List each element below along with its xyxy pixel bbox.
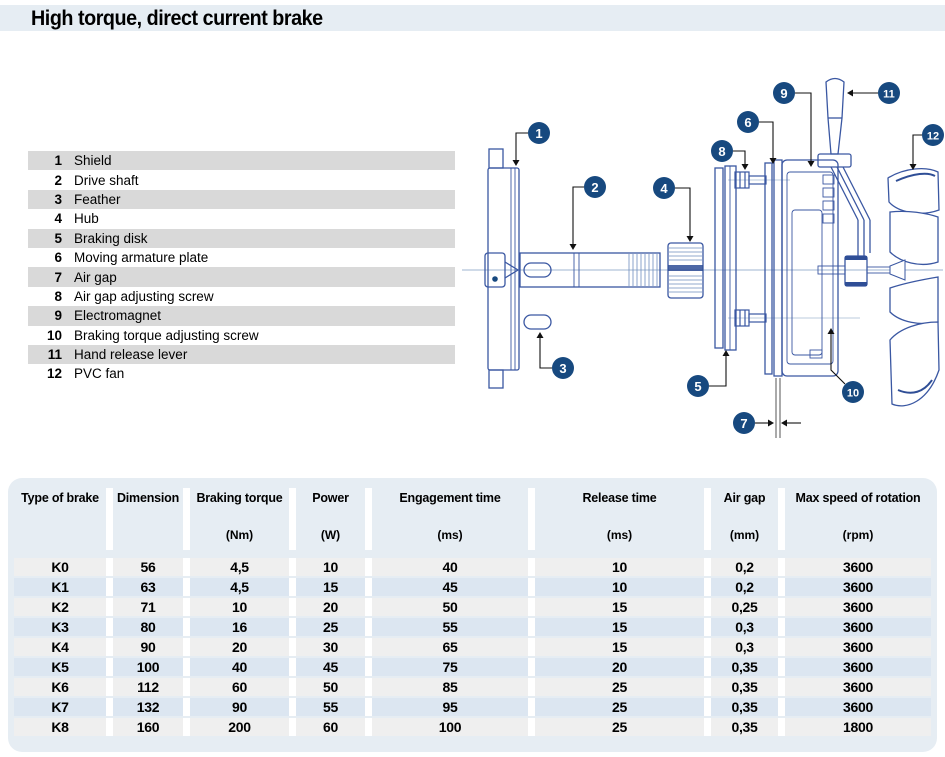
column-unit: (rpm) bbox=[842, 528, 874, 542]
table-cell: 60 bbox=[296, 718, 372, 736]
table-cell: 0,35 bbox=[711, 698, 785, 716]
table-cell: 75 bbox=[372, 658, 535, 676]
title-band bbox=[0, 5, 945, 31]
parts-list-item bbox=[28, 209, 455, 228]
table-cell: 55 bbox=[296, 698, 372, 716]
part-label: PVC fan bbox=[74, 366, 125, 382]
part-number: 11 bbox=[47, 347, 62, 363]
callout-1 bbox=[513, 122, 551, 166]
brake-diagram bbox=[460, 60, 945, 445]
callout-11 bbox=[847, 82, 900, 104]
brake-diagram-svg bbox=[460, 60, 945, 445]
table-cell: 1800 bbox=[785, 718, 931, 736]
column-header bbox=[711, 488, 785, 550]
column-header bbox=[372, 488, 535, 550]
column-unit: (ms) bbox=[437, 528, 463, 542]
column-unit: (W) bbox=[320, 528, 341, 542]
table-cell: 3600 bbox=[785, 558, 931, 576]
table-row bbox=[14, 658, 931, 676]
table-cell: 15 bbox=[535, 598, 711, 616]
table-row bbox=[14, 678, 931, 696]
table-cell: 3600 bbox=[785, 678, 931, 696]
table-cell: 3600 bbox=[785, 658, 931, 676]
part-label: Moving armature plate bbox=[74, 250, 209, 266]
parts-list-item bbox=[28, 248, 455, 267]
table-cell: K8 bbox=[14, 718, 113, 736]
parts-list-item bbox=[28, 151, 455, 170]
table-cell: 50 bbox=[296, 678, 372, 696]
table-cell: 65 bbox=[372, 638, 535, 656]
table-row bbox=[14, 698, 931, 716]
callout-number: 6 bbox=[744, 115, 752, 131]
part-label: Braking disk bbox=[74, 230, 148, 246]
table-cell: 40 bbox=[190, 658, 296, 676]
callout-number: 9 bbox=[780, 86, 788, 102]
column-unit: (mm) bbox=[729, 528, 760, 542]
table-cell: 3600 bbox=[785, 638, 931, 656]
spec-table bbox=[8, 478, 937, 752]
parts-list-item bbox=[28, 345, 455, 364]
table-cell: 71 bbox=[113, 598, 190, 616]
table-cell: 100 bbox=[372, 718, 535, 736]
parts-list-item bbox=[28, 267, 455, 286]
parts-list-item bbox=[28, 170, 455, 189]
table-cell: K1 bbox=[14, 578, 113, 596]
column-header bbox=[14, 488, 113, 550]
table-cell: 45 bbox=[372, 578, 535, 596]
callout-12 bbox=[910, 124, 945, 170]
electromagnet-shape bbox=[765, 160, 838, 376]
part-label: Hub bbox=[74, 211, 99, 227]
callout-4 bbox=[653, 177, 694, 242]
table-cell: 15 bbox=[535, 618, 711, 636]
table-cell: 95 bbox=[372, 698, 535, 716]
shield-shape bbox=[485, 149, 519, 388]
table-cell: 0,3 bbox=[711, 618, 785, 636]
table-cell: 20 bbox=[190, 638, 296, 656]
column-header bbox=[190, 488, 296, 550]
table-cell: 20 bbox=[296, 598, 372, 616]
column-header bbox=[296, 488, 372, 550]
callout-number: 1 bbox=[535, 126, 543, 142]
table-cell: 132 bbox=[113, 698, 190, 716]
table-cell: K2 bbox=[14, 598, 113, 616]
table-cell: 15 bbox=[296, 578, 372, 596]
table-cell: 0,35 bbox=[711, 678, 785, 696]
table-cell: 25 bbox=[535, 678, 711, 696]
part-number: 3 bbox=[54, 191, 62, 207]
table-cell: 3600 bbox=[785, 698, 931, 716]
table-row bbox=[14, 718, 931, 736]
table-cell: 4,5 bbox=[190, 578, 296, 596]
part-number: 9 bbox=[54, 308, 62, 324]
column-label: Braking torque bbox=[196, 491, 283, 505]
table-cell: 0,3 bbox=[711, 638, 785, 656]
drive-shaft-shape bbox=[520, 253, 660, 329]
callout-3 bbox=[537, 332, 575, 379]
callout-number: 8 bbox=[718, 144, 726, 160]
parts-list-item bbox=[28, 190, 455, 209]
callout-number: 3 bbox=[559, 361, 567, 377]
page-title: High torque, direct current brake bbox=[31, 7, 323, 30]
part-label: Drive shaft bbox=[74, 172, 139, 188]
table-cell: 15 bbox=[535, 638, 711, 656]
table-cell: 55 bbox=[372, 618, 535, 636]
table-row bbox=[14, 558, 931, 576]
table-cell: 56 bbox=[113, 558, 190, 576]
table-cell: 25 bbox=[296, 618, 372, 636]
table-cell: 16 bbox=[190, 618, 296, 636]
column-label: Max speed of rotation bbox=[795, 491, 921, 505]
table-cell: 80 bbox=[113, 618, 190, 636]
table-cell: 50 bbox=[372, 598, 535, 616]
part-label: Electromagnet bbox=[74, 308, 162, 324]
table-cell: 45 bbox=[296, 658, 372, 676]
braking-disk-shape bbox=[715, 166, 736, 350]
callout-5 bbox=[687, 350, 730, 397]
part-label: Feather bbox=[74, 191, 121, 207]
table-cell: 100 bbox=[113, 658, 190, 676]
feather-shape bbox=[524, 315, 551, 329]
spec-table-body bbox=[14, 558, 931, 736]
part-number: 12 bbox=[46, 366, 62, 382]
table-row bbox=[14, 618, 931, 636]
table-cell: K4 bbox=[14, 638, 113, 656]
table-cell: 160 bbox=[113, 718, 190, 736]
part-number: 4 bbox=[54, 211, 62, 227]
column-unit: (Nm) bbox=[225, 528, 254, 542]
table-cell: 112 bbox=[113, 678, 190, 696]
column-label: Engagement time bbox=[399, 491, 501, 505]
callout-2 bbox=[570, 176, 607, 250]
table-cell: 90 bbox=[113, 638, 190, 656]
callout-number: 11 bbox=[883, 88, 895, 101]
table-cell: 200 bbox=[190, 718, 296, 736]
column-label: Air gap bbox=[723, 491, 766, 505]
part-label: Braking torque adjusting screw bbox=[74, 327, 259, 343]
parts-list bbox=[28, 151, 455, 384]
table-cell: 3600 bbox=[785, 598, 931, 616]
adjusting-screws-shape bbox=[735, 172, 766, 326]
table-cell: 90 bbox=[190, 698, 296, 716]
callout-number: 12 bbox=[926, 130, 940, 143]
part-number: 6 bbox=[54, 250, 62, 266]
column-header bbox=[113, 488, 190, 550]
parts-list-item bbox=[28, 287, 455, 306]
callout-number: 7 bbox=[740, 416, 748, 432]
table-cell: K0 bbox=[14, 558, 113, 576]
callout-number: 5 bbox=[694, 379, 702, 395]
table-row bbox=[14, 598, 931, 616]
part-number: 2 bbox=[54, 172, 62, 188]
callout-number: 4 bbox=[660, 181, 668, 197]
part-label: Shield bbox=[74, 153, 112, 169]
callout-6 bbox=[737, 111, 777, 164]
table-cell: 30 bbox=[296, 638, 372, 656]
part-number: 7 bbox=[54, 269, 62, 285]
table-cell: 0,2 bbox=[711, 558, 785, 576]
table-cell: K6 bbox=[14, 678, 113, 696]
parts-list-item bbox=[28, 229, 455, 248]
callout-7 bbox=[733, 412, 774, 434]
part-number: 10 bbox=[46, 327, 62, 343]
hub-shape bbox=[668, 243, 703, 298]
column-label: Dimension bbox=[116, 491, 180, 505]
part-label: Hand release lever bbox=[74, 347, 188, 363]
table-cell: 85 bbox=[372, 678, 535, 696]
parts-list-item bbox=[28, 364, 455, 383]
table-cell: 25 bbox=[535, 718, 711, 736]
column-unit: (ms) bbox=[606, 528, 633, 542]
table-cell: 10 bbox=[190, 598, 296, 616]
table-cell: K3 bbox=[14, 618, 113, 636]
column-label: Release time bbox=[582, 491, 657, 505]
part-number: 1 bbox=[54, 153, 62, 169]
spec-table-header bbox=[14, 478, 931, 558]
table-cell: 0,35 bbox=[711, 718, 785, 736]
part-number: 8 bbox=[54, 288, 62, 304]
callout-number: 2 bbox=[591, 180, 599, 196]
table-cell: 20 bbox=[535, 658, 711, 676]
pvc-fan-shape bbox=[888, 169, 939, 406]
table-cell: 25 bbox=[535, 698, 711, 716]
part-label: Air gap adjusting screw bbox=[74, 288, 214, 304]
parts-list-item bbox=[28, 326, 455, 345]
table-cell: 60 bbox=[190, 678, 296, 696]
table-cell: 10 bbox=[535, 558, 711, 576]
table-row bbox=[14, 578, 931, 596]
callout-number: 10 bbox=[846, 387, 860, 400]
table-row bbox=[14, 638, 931, 656]
table-cell: 10 bbox=[296, 558, 372, 576]
part-label: Air gap bbox=[74, 269, 117, 285]
table-cell: K5 bbox=[14, 658, 113, 676]
column-header bbox=[785, 488, 931, 550]
table-cell: 3600 bbox=[785, 578, 931, 596]
table-cell: 4,5 bbox=[190, 558, 296, 576]
column-label: Type of brake bbox=[21, 491, 99, 505]
column-label: Power bbox=[312, 491, 349, 505]
table-cell: 10 bbox=[535, 578, 711, 596]
callout-9 bbox=[773, 82, 815, 167]
table-cell: K7 bbox=[14, 698, 113, 716]
table-cell: 40 bbox=[372, 558, 535, 576]
table-cell: 63 bbox=[113, 578, 190, 596]
table-cell: 0,2 bbox=[711, 578, 785, 596]
table-cell: 0,35 bbox=[711, 658, 785, 676]
hand-release-lever-shape bbox=[818, 79, 892, 287]
column-header bbox=[535, 488, 711, 550]
table-cell: 0,25 bbox=[711, 598, 785, 616]
part-number: 5 bbox=[54, 230, 62, 246]
air-gap-dimension bbox=[776, 378, 801, 438]
parts-list-item bbox=[28, 306, 455, 325]
table-cell: 3600 bbox=[785, 618, 931, 636]
